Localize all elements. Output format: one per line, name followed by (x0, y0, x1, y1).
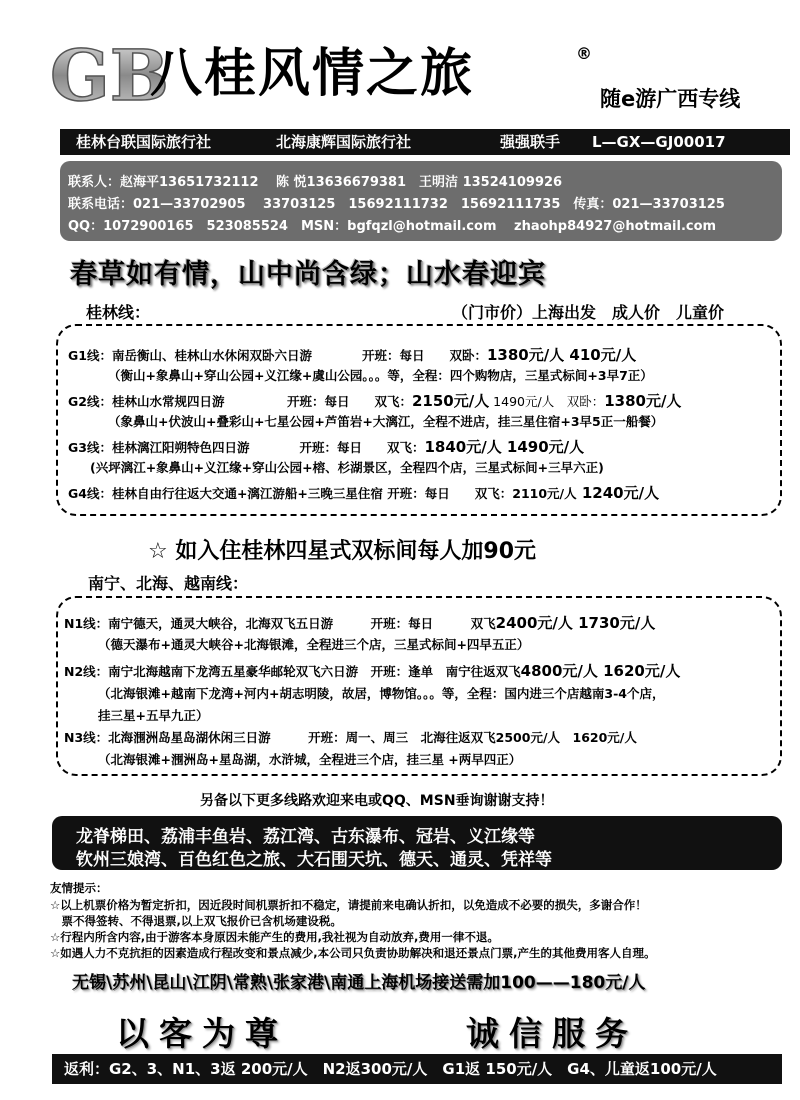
contact-box (60, 161, 782, 241)
rebate-text: 返利：G2、3、N1、3返 200元/人 N2返300元/人 G1返 150元/人 G4、儿童返100元/人 (64, 1060, 717, 1078)
route-g1-detail: （衡山+象鼻山+穿山公园+义江缘+虞山公园。。。等，全程：四个购物店，三星式标间+3早7正） (108, 368, 653, 383)
route-n3: N3线：北海涠洲岛星岛湖休闲三日游 开班：周一、周三 北海往返双飞2500元/人 1620元/人 (64, 730, 637, 745)
partners-bar (60, 129, 790, 155)
more-routes-row-1: 龙脊梯田、荔浦丰鱼岩、荔江湾、古东瀑布、冠岩、义江缘等 (76, 827, 535, 847)
brand-subtitle: 随e游广西专线 (600, 87, 741, 111)
route-g2-price: 2150元/人 (411, 392, 490, 410)
nanning-routes-box (56, 596, 782, 776)
more-routes-row-2: 钦州三娘湾、百色红色之旅、大石围天坑、德天、通灵、凭祥等 (76, 850, 552, 870)
four-star-upgrade-note: ☆ 如入住桂林四星式双标间每人加90元 (148, 539, 536, 564)
route-g2: G2线：桂林山水常规四日游 开班：每日 双飞：2150元/人 1490元/人 双卧：1380元/人 (68, 392, 682, 410)
slogan: 春草如有情，山中尚含绿；山水春迎宾 (70, 259, 546, 290)
route-g1-price: 1380元/人 410元/人 (486, 346, 637, 364)
license-number: L—GX—GJ00017 (592, 133, 726, 151)
tip-item: ☆行程内所含内容,由于游客本身原因未能产生的费用,我社视为自动放弃,费用一律不退。 (50, 930, 499, 944)
tip-item: ☆如遇人力不克抗拒的因素造成行程改变和景点减少,本公司只负责协助解决和退还景点门票,产生的其他费用客人自理。 (50, 946, 656, 960)
more-lines-note: 另备以下更多线路欢迎来电或QQ、MSN垂询谢谢支持！ (200, 793, 554, 809)
agency-1: 桂林台联国际旅行社 (76, 133, 212, 151)
route-n2: N2线：南宁北海越南下龙湾五星豪华邮轮双飞六日游 开班：逢单 南宁往返双飞4800元/人 1620元/人 (64, 662, 681, 680)
route-n2-detail-2: 挂三星+五早九正） (98, 708, 209, 723)
guilin-routes-box (56, 324, 782, 516)
motto-right: 诚信服务 (466, 1014, 638, 1053)
route-g3: G3线：桂林漓江阳朔特色四日游 开班：每日 双飞：1840元/人 1490元/人 (68, 438, 585, 456)
brand-title: 八桂风情之旅 (150, 44, 475, 104)
contact-online: QQ：1072900165 523085524 MSN：bgfqzl@hotmail.com zhaohp84927@hotmail.com (68, 219, 717, 234)
guilin-section-label: 桂林线： (86, 303, 151, 322)
nanning-section-label: 南宁、北海、越南线： (88, 574, 249, 593)
route-g3-price: 1840元/人 1490元/人 (424, 438, 585, 456)
route-n1: N1线：南宁德天，通灵大峡谷，北海双飞五日游 开班：每日 双飞2400元/人 1730元/人 (64, 614, 656, 632)
airport-pickup-note: 无锡\苏州\昆山\江阴\常熟\张家港\南通上海机场接送需加100——180元/人 (72, 973, 646, 993)
registered-mark: ® (576, 44, 592, 63)
route-g4: G4线：桂林自由行往返大交通+漓江游船+三晚三星住宿 开班：每日 双飞：2110元/人 1240元/人 (68, 484, 660, 502)
route-n1-price: 2400元/人 1730元/人 (495, 614, 656, 632)
gb-logo-icon (50, 34, 169, 117)
tip-item: ☆以上机票价格为暂定折扣，因近段时间机票折扣不稳定，请提前来电确认折扣，以免造成不必要的损失，多谢合作！ (50, 898, 647, 912)
route-g2-detail: （象鼻山+伏波山+叠彩山+七星公园+芦笛岩+大漓江，全程不进店，挂三星住宿+3早5正一船餐） (108, 414, 664, 429)
rebate-bar (52, 1054, 782, 1084)
guilin-price-header: （门市价）上海出发 成人价 儿童价 (452, 303, 725, 322)
tips-title: 友情提示： (50, 881, 108, 895)
tip-item: 票不得签转、不得退票,以上双飞报价已含机场建设税。 (50, 914, 342, 928)
route-n2-price: 4800元/人 1620元/人 (520, 662, 681, 680)
route-n3-detail: （北海银滩+涠洲岛+星岛湖，水浒城，全程进三个店，挂三星 +两早四正） (98, 752, 522, 767)
route-g3-detail: (兴坪漓江+象鼻山+义江缘+穿山公园+榕、杉湖景区，全程四个店，三星式标间+三早六正) (90, 460, 604, 475)
route-n1-detail: （德天瀑布+通灵大峡谷+北海银滩，全程进三个店，三星式标间+四早五正） (98, 637, 530, 652)
svg-text:GB: GB (50, 34, 169, 117)
motto-left: 以客为尊 (116, 1014, 288, 1053)
partners-tagline: 强强联手 (500, 133, 561, 151)
brand-logo (50, 34, 169, 117)
route-g4-price: 1240元/人 (576, 484, 660, 502)
more-routes-box (52, 816, 782, 870)
route-g1: G1线：南岳衡山、桂林山水休闲双卧六日游 开班：每日 双卧：1380元/人 410元/人 (68, 346, 637, 364)
route-n2-detail: （北海银滩+越南下龙湾+河内+胡志明陵，故居，博物馆。。。等，全程：国内进三个店越南3-4个店， (98, 686, 665, 701)
agency-2: 北海康辉国际旅行社 (276, 133, 412, 151)
contact-persons: 联系人：赵海平13651732112 陈 悦13636679381 王明洁 13524109926 (68, 175, 563, 190)
contact-phones: 联系电话：021—33702905 33703125 15692111732 15692111735 传真：021—33703125 (68, 197, 725, 212)
